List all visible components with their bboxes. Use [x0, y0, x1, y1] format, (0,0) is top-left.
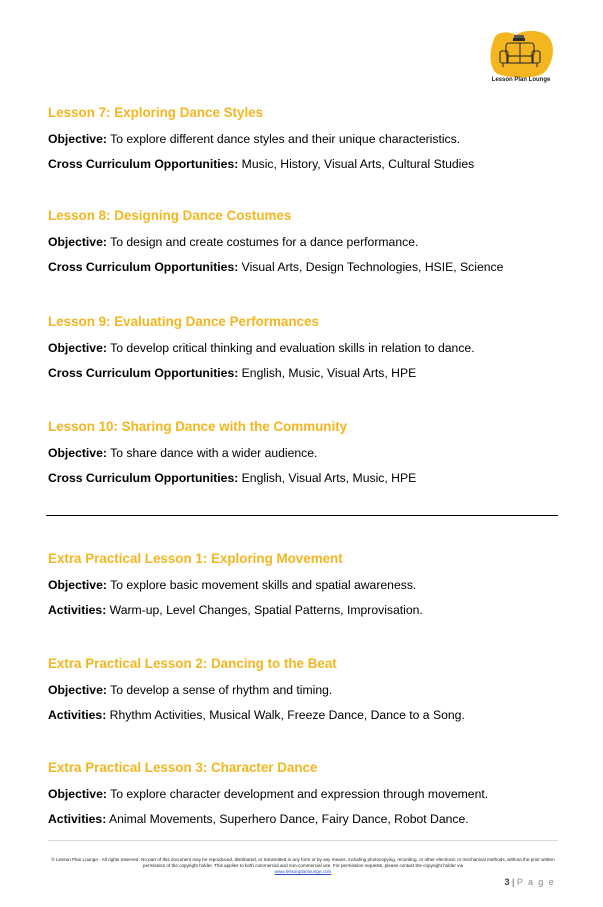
objective-label: Objective:	[48, 787, 107, 801]
extra-lesson-objective	[48, 578, 568, 593]
lesson-objective	[48, 132, 568, 147]
activities-label: Activities:	[48, 812, 107, 826]
lesson-title: Lesson 9: Evaluating Dance Performances	[48, 314, 319, 329]
extra-lesson-title: Extra Practical Lesson 3: Character Dance	[48, 760, 318, 775]
objective-label: Objective:	[48, 683, 107, 697]
cross-curriculum-label: Cross Curriculum Opportunities:	[48, 157, 239, 171]
website-link[interactable]: www.lessonplanlounge.com	[274, 869, 332, 874]
extra-lesson-title: Extra Practical Lesson 1: Exploring Movement	[48, 551, 343, 566]
page-separator: |	[509, 877, 517, 887]
cross-curriculum-label: Cross Curriculum Opportunities:	[48, 260, 239, 274]
objective-label: Objective:	[48, 235, 107, 249]
copyright-text: © Lesson Plan Lounge - All rights reserved. No part of this document may be reproduced, distributed, or transmitted in any form or by any means, including photocopying, recording, or other electronic or mechanical methods, without the prior written permission of the copyright holder. This applies to both commercial and non-commercial use. For permission requests, please contact the copyright holder via	[51, 857, 555, 868]
lesson-objective	[48, 446, 568, 461]
extra-lesson-section	[48, 656, 568, 723]
lesson-cross-curriculum	[48, 366, 568, 381]
section-divider	[46, 515, 558, 516]
lesson-cross-curriculum	[48, 471, 568, 486]
activities-text: Warm-up, Level Changes, Spatial Patterns, Improvisation.	[109, 603, 423, 617]
extra-lesson-objective	[48, 787, 568, 802]
objective-text: To explore different dance styles and their unique characteristics.	[110, 132, 461, 146]
lesson-objective	[48, 235, 568, 250]
copyright-notice	[48, 857, 558, 875]
cross-curriculum-text: English, Visual Arts, Music, HPE	[241, 471, 417, 485]
cross-curriculum-text: Music, History, Visual Arts, Cultural Studies	[241, 157, 475, 171]
extra-lesson-activities	[48, 603, 568, 618]
lesson-section	[48, 208, 568, 275]
extra-lesson-activities	[48, 812, 568, 827]
activities-text: Rhythm Activities, Musical Walk, Freeze Dance, Dance to a Song.	[109, 708, 465, 722]
extra-lesson-activities	[48, 708, 568, 723]
logo-wordmark: Lesson Plan Lounge	[491, 77, 551, 83]
extra-lesson-title: Extra Practical Lesson 2: Dancing to the Beat	[48, 656, 337, 671]
page-word: P a g e	[516, 877, 555, 887]
page-number	[504, 877, 555, 887]
objective-label: Objective:	[48, 578, 107, 592]
objective-text: To share dance with a wider audience.	[110, 446, 318, 460]
footer-divider	[48, 840, 558, 841]
lesson-objective	[48, 341, 568, 356]
cross-curriculum-label: Cross Curriculum Opportunities:	[48, 366, 239, 380]
sofa-icon	[500, 43, 540, 67]
objective-text: To develop a sense of rhythm and timing.	[110, 683, 333, 697]
cross-curriculum-text: Visual Arts, Design Technologies, HSIE, Science	[241, 260, 504, 274]
extra-lesson-objective	[48, 683, 568, 698]
activities-label: Activities:	[48, 708, 107, 722]
objective-text: To explore basic movement skills and spatial awareness.	[110, 578, 417, 592]
cross-curriculum-label: Cross Curriculum Opportunities:	[48, 471, 239, 485]
objective-label: Objective:	[48, 446, 107, 460]
activities-label: Activities:	[48, 603, 107, 617]
lesson-section	[48, 105, 568, 172]
books-icon	[513, 35, 525, 41]
page-number-value: 3	[504, 877, 510, 887]
objective-text: To explore character development and expression through movement.	[110, 787, 489, 801]
extra-lesson-section	[48, 551, 568, 618]
objective-label: Objective:	[48, 132, 107, 146]
lesson-title: Lesson 10: Sharing Dance with the Community	[48, 419, 348, 434]
lesson-title: Lesson 8: Designing Dance Costumes	[48, 208, 292, 223]
objective-text: To develop critical thinking and evaluation skills in relation to dance.	[110, 341, 475, 355]
objective-label: Objective:	[48, 341, 107, 355]
lesson-title: Lesson 7: Exploring Dance Styles	[48, 105, 264, 120]
lesson-cross-curriculum	[48, 157, 568, 172]
activities-text: Animal Movements, Superhero Dance, Fairy Dance, Robot Dance.	[108, 812, 469, 826]
lesson-section	[48, 314, 568, 381]
lesson-cross-curriculum	[48, 260, 568, 275]
objective-text: To design and create costumes for a dance performance.	[110, 235, 419, 249]
extra-lesson-section	[48, 760, 568, 827]
lesson-section	[48, 419, 568, 486]
cross-curriculum-text: English, Music, Visual Arts, HPE	[241, 366, 417, 380]
